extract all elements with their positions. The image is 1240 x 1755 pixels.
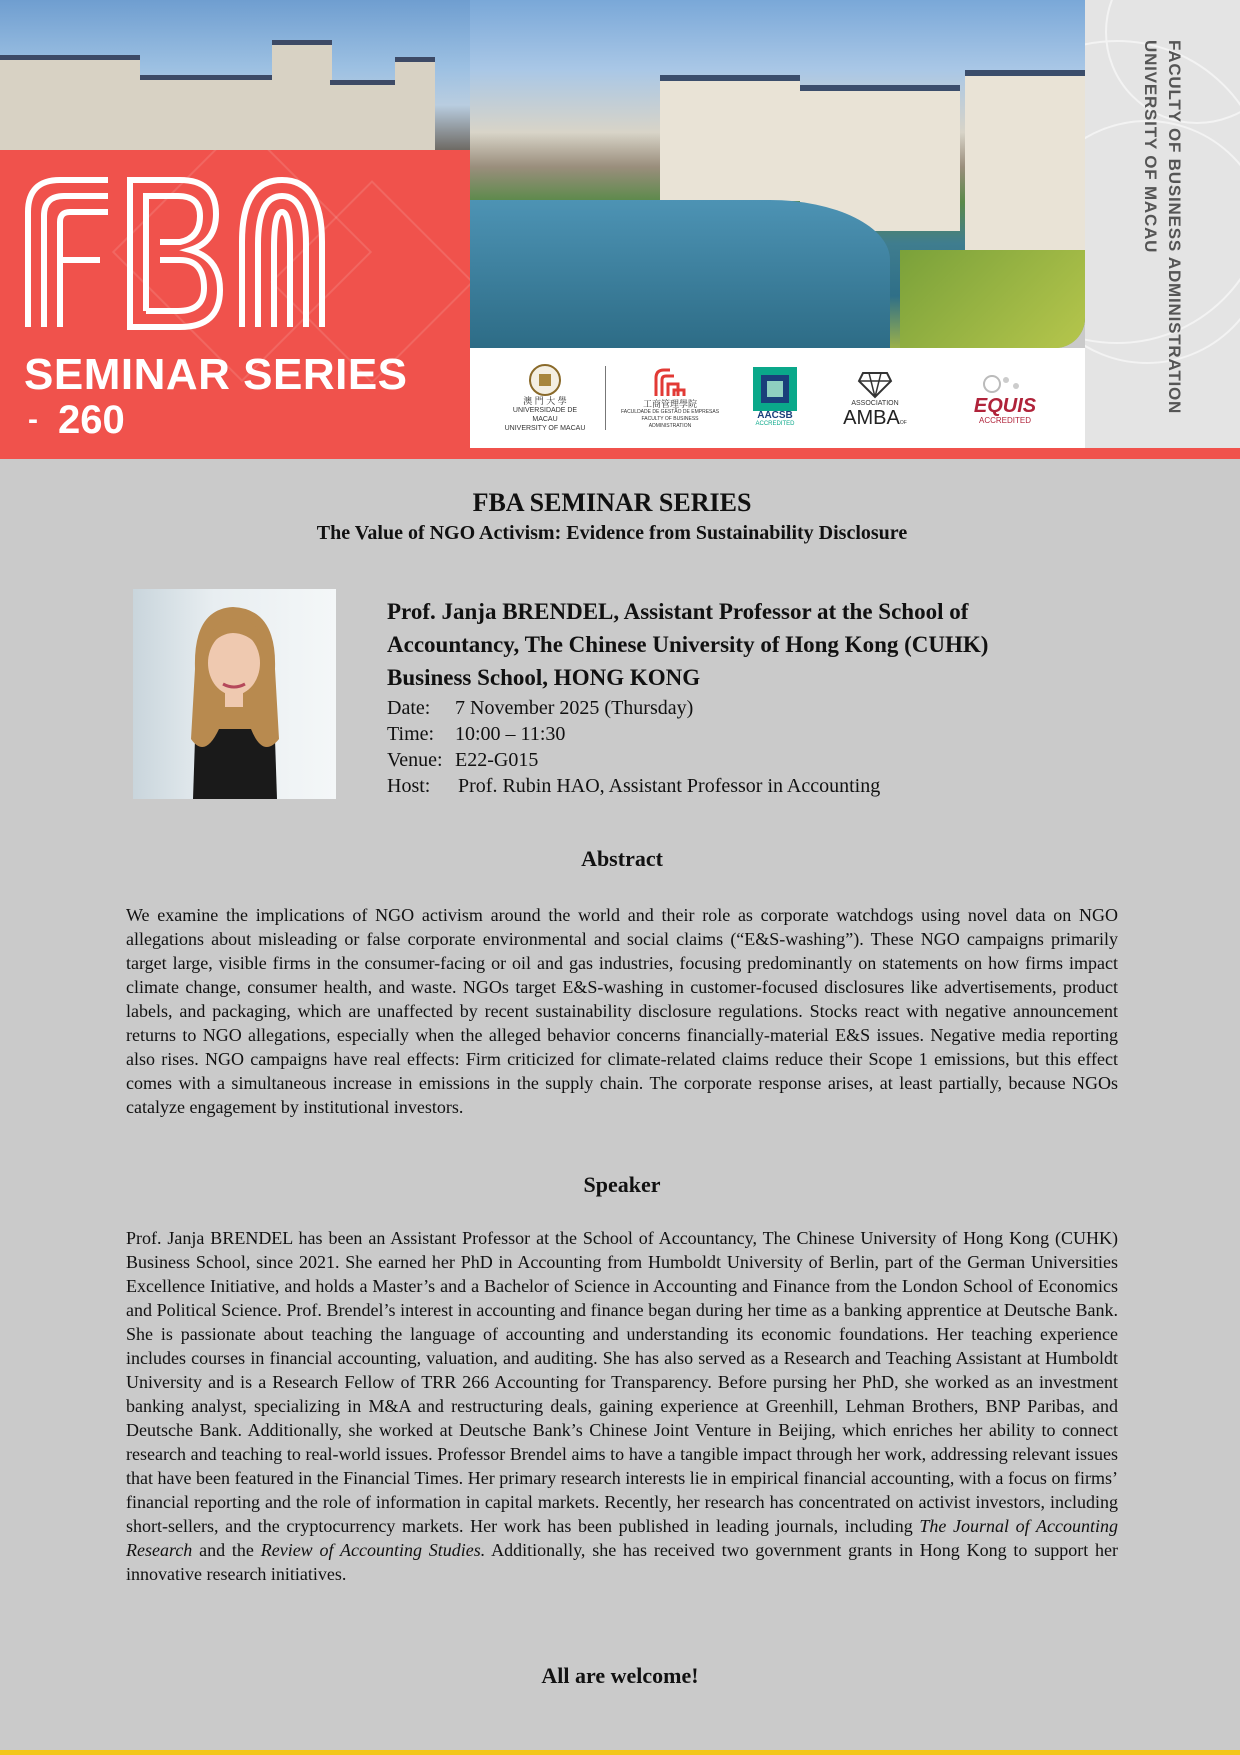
seminar-title: The Value of NGO Activism: Evidence from Sustainability Disclosure — [316, 522, 908, 544]
venue-value: E22-G015 — [455, 749, 539, 771]
time-value: 10:00 – 11:30 — [455, 723, 566, 745]
time-row — [387, 721, 880, 747]
speaker-name-line-2: Accountancy, The Chinese University of Hong Kong (CUHK) — [387, 632, 989, 657]
welcome-message: All are welcome! — [541, 1663, 699, 1688]
speaker-name-line-1: Prof. Janja BRENDEL, Assistant Professor at the School of — [387, 599, 969, 624]
host-row — [387, 773, 880, 799]
amba-diamond-icon — [857, 369, 893, 399]
venue-label: Venue: — [387, 749, 443, 771]
journal-name: Review of Accounting Studies. — [260, 1540, 486, 1560]
event-details — [387, 695, 880, 799]
fba-faculty-icon — [652, 366, 688, 400]
date-value: 7 November 2025 (Thursday) — [455, 697, 694, 719]
university-name: UNIVERSITY OF MACAU — [1141, 40, 1160, 254]
abstract-text — [126, 903, 1118, 1119]
bottom-accent-line — [0, 1750, 1240, 1755]
speaker-heading-section: Speaker — [583, 1172, 661, 1197]
speaker-heading — [387, 595, 1077, 694]
host-label: Host: — [387, 775, 431, 797]
um-crest-icon — [528, 363, 562, 397]
date-row — [387, 695, 880, 721]
bio-paragraph: Prof. Janja BRENDEL has been an Assistant Professor at the School of Accountancy, The Chinese University of Hong Kong (CUHK) Business School, since 2021. She earned her PhD in Accounting from Humboldt University of Berlin, part of the German Universities Excellence Initiative, and holds a Master’s and a Bachelor of Science in Accounting and Finance from the London School of Economics and Political Science. Prof. Brendel’s interest in accounting and finance began during her time as a banking apprentice at Deutsche Bank. She is passionate about teaching the language of accounting and understanding its economic foundations. Her teaching experience includes courses in financial accounting, valuation, and auditing. She has also served as a Research and Teaching Assistant at Humboldt University and is a Research Fellow of TRR 266 Accounting for Transparency. Before pursing her PhD, she worked as an investment banking analyst, specializing in M&A and restructuring deals, gaining experience at Greenhill, Lehman Brothers, BNP Paribas, and Deutsche Bank. Additionally, she worked at Deutsche Bank’s Chinese Joint Venture in Beijing, which enriches her ability to connect research and teaching to real-world issues. Professor Brendel aims to have a tangible impact through her work, addressing relevant issues that have been featured in the Financial Times. Her primary research interests lie in empirical financial accounting, with a focus on firms’ financial reporting and the role of information in capital markets. Recently, her research has concentrated on activist investors, including short-sellers, and the cryptocurrency markets. Her work has been published in leading journals, including The Journal of Accounting Research and the Review of Accounting Studies. Additionally, she has received two government grants in Hong Kong to support her innovative research initiatives. — [126, 1228, 1118, 1584]
host-value: Prof. Rubin HAO, Assistant Professor in Accounting — [458, 775, 881, 797]
banner-bottom-bar — [0, 448, 1240, 459]
venue-row — [387, 747, 880, 773]
fba-logo — [20, 172, 340, 332]
equis-logo: EQUIS ACCREDITED — [950, 358, 1060, 438]
series-number-line — [28, 398, 125, 443]
logo-divider — [605, 366, 606, 430]
series-number: 260 — [58, 398, 125, 442]
journal-name: The Journal of Accounting Research — [126, 1516, 1118, 1560]
abstract-paragraph: We examine the implications of NGO activism around the world and their role as corporate watchdogs using novel data on NGO allegations about misleading or false corporate environmental and social claims (“E&S-washing”). These NGO campaigns primarily target large, visible firms in the consumer-facing or oil and gas industries, focusing predominantly on statements on how firms impact climate change, consumer health, and waste. NGOs target E&S-washing in customer-focused disclosures like advertisements, product labels, and packaging, which are unaffected by recent sustainability disclosure regulations. Stocks react with negative announcement returns to NGO allegations, especially when the alleged behavior concerns financially-material E&S issues. Negative media reporting also rises. NGO campaigns have real effects: Firm criticized for climate-related claims reduce their Scope 1 emissions, but this effect comes with a simultaneous increase in emissions in the supply chain. The corporate response arises, at least partially, because NGOs catalyze engagement by institutional investors. — [126, 905, 1118, 1117]
um-logo: 澳 門 大 學 UNIVERSIDADE DE MACAU UNIVERSITY OF MACAU — [500, 358, 590, 438]
series-dash: - — [28, 403, 38, 436]
equis-dots-icon — [982, 372, 1028, 396]
series-title: SEMINAR SERIES — [24, 350, 408, 399]
speaker-bio — [126, 1226, 1118, 1586]
speaker-photo — [133, 589, 336, 799]
accreditation-logos — [470, 348, 1085, 448]
fba-faculty-logo: 工商管理學院 FACULDADE DE GESTÃO DE EMPRESAS FACULTY OF BUSINESS ADMINISTRATION — [620, 358, 720, 438]
time-label: Time: — [387, 723, 435, 745]
amba-logo: ASSOCIATION AMBA OF — [830, 358, 920, 438]
aacsb-logo: AACSB ACCREDITED — [750, 358, 800, 438]
date-label: Date: — [387, 697, 431, 719]
series-panel — [0, 150, 470, 448]
page-title: FBA SEMINAR SERIES — [472, 488, 752, 517]
campus-photo — [470, 0, 1085, 348]
speaker-name-line-3: Business School, HONG KONG — [387, 665, 701, 690]
abstract-heading: Abstract — [581, 846, 663, 871]
faculty-name: FACULTY OF BUSINESS ADMINISTRATION — [1165, 40, 1184, 415]
aacsb-mark-icon — [753, 367, 797, 411]
header-banner — [0, 0, 1240, 459]
